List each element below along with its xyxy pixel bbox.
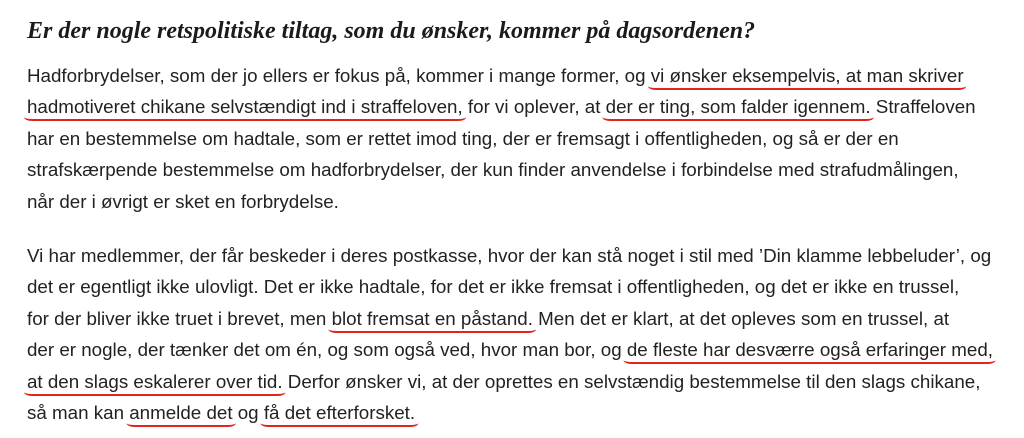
text-segment: Straffeloven — [870, 96, 976, 118]
article-paragraph — [27, 240, 993, 428]
underlined-phrase: der er ting, som falder igennem. — [605, 96, 871, 118]
article-paragraph — [27, 60, 993, 217]
text-segment: og — [232, 402, 264, 424]
text-line — [27, 397, 415, 428]
text-segment: så man kan — [27, 402, 130, 424]
text-line — [27, 271, 959, 302]
text-segment: for der bliver ikke truet i brevet, men — [27, 307, 332, 329]
text-segment: Hadforbrydelser, som der jo ellers er fokus på, kommer i mange former, og — [27, 65, 651, 86]
text-segment: der er nogle, der tænker det om én, og som også ved, hvor man bor, og — [27, 339, 627, 361]
text-segment: når der i øvrigt er sket en forbrydelse. — [27, 190, 339, 212]
article-heading: Er der nogle retspolitiske tiltag, som du ønsker, kommer på dagsordenen? — [27, 18, 756, 44]
text-segment: Men det er klart, at det opleves som en trussel, at — [532, 307, 950, 329]
text-line — [27, 240, 991, 271]
underlined-phrase: vi ønsker eksempelvis, at man skriver — [650, 65, 964, 86]
text-line — [27, 60, 964, 91]
text-line — [27, 334, 993, 365]
underlined-phrase: de fleste har desværre også erfaringer med, — [626, 339, 993, 361]
text-segment: strafskærpende bestemmelse om hadforbrydelser, der kun finder anvendelse i forbindelse med strafudmålingen, — [27, 159, 959, 181]
underlined-phrase: blot fremsat en påstand. — [331, 307, 533, 329]
text-segment: har en bestemmelse om hadtale, som er rettet imod ting, der er fremsagt i offentligheden, og så er der en — [27, 127, 899, 149]
text-line — [27, 186, 339, 217]
underlined-phrase: at den slags eskalerer over tid. — [27, 370, 283, 392]
article-body — [27, 60, 993, 428]
text-segment: for vi oplever, at — [462, 96, 606, 118]
underlined-phrase: hadmotiveret chikane selvstændigt ind i straffeloven, — [27, 96, 463, 118]
text-segment: Vi har medlemmer, der får beskeder i deres postkasse, hvor der kan stå noget i stil med ’Din klamme lebbeluder’, og — [27, 245, 992, 267]
text-line — [27, 91, 976, 122]
text-segment: det er egentligt ikke ulovligt. Det er ikke hadtale, for det er ikke fremsat i offentligheden, og det er ikke en trussel, — [27, 276, 960, 298]
text-line — [27, 123, 899, 154]
text-segment: Derfor ønsker vi, at der oprettes en selvstændig bestemmelse til den slags chikane, — [282, 370, 981, 392]
text-line — [27, 154, 959, 185]
text-line — [27, 303, 949, 334]
underlined-phrase: få det efterforsket. — [263, 402, 416, 424]
text-line — [27, 366, 980, 397]
underlined-phrase: anmelde det — [129, 402, 233, 424]
